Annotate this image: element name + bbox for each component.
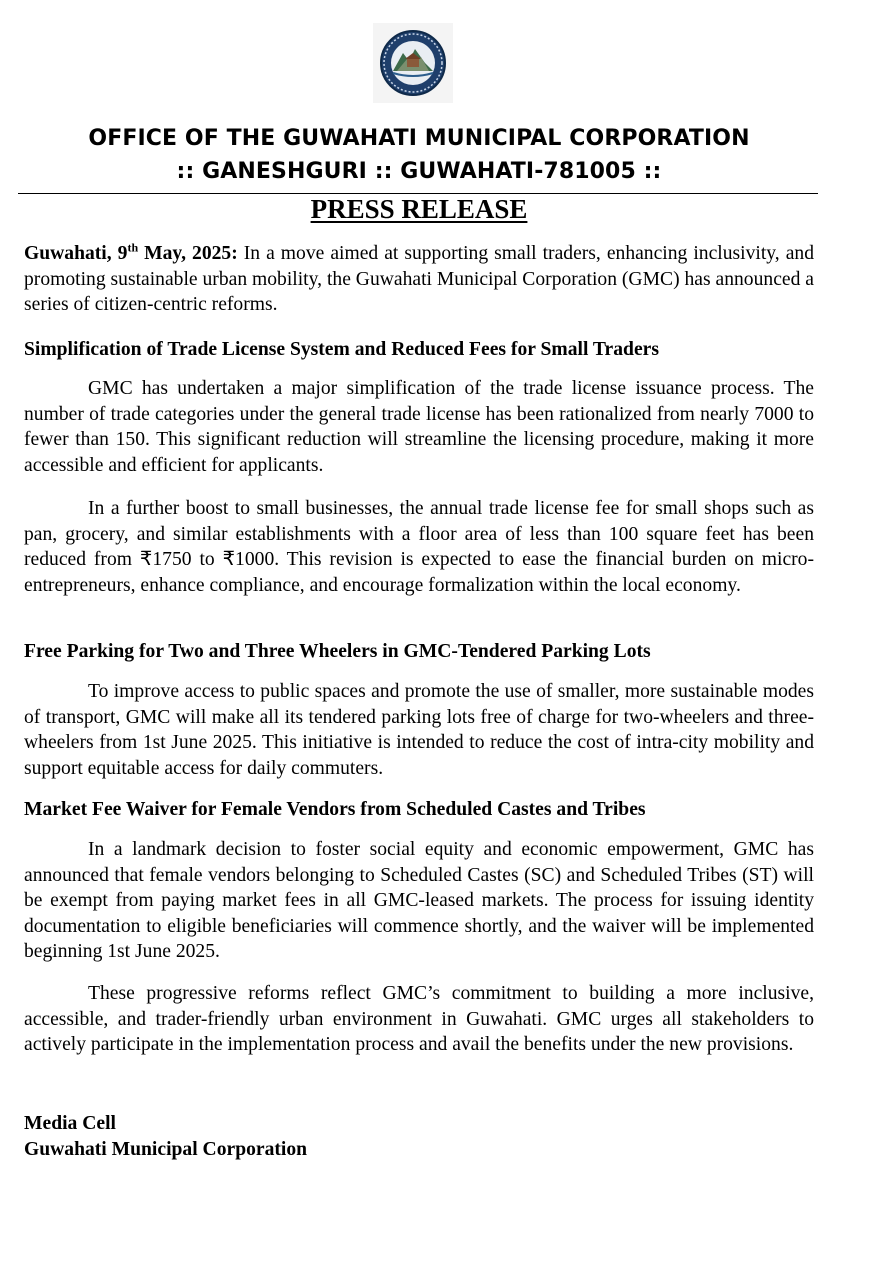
dateline-day-suffix: th — [127, 240, 139, 255]
dateline-place: Guwahati, 9 — [24, 243, 128, 264]
paragraph-free-parking: To improve access to public spaces and promote the use of smaller, more sustainable modes of transport, GMC will make all its tendered parking lots free of charge for two-wheelers and three-wheelers from 1st June 2025. This initiative is intended to reduce the cost of intra-city mobility and support equitable access for daily commuters. — [24, 681, 814, 779]
signature-media-cell: Media Cell — [24, 1113, 116, 1134]
section-heading-market-fee: Market Fee Waiver for Female Vendors from Scheduled Castes and Tribes — [24, 799, 646, 820]
signature-organization: Guwahati Municipal Corporation — [24, 1139, 308, 1160]
press-release-page — [24, 0, 814, 1280]
paragraph-trade-license-2: In a further boost to small businesses, the annual trade license fee for small shops such as pan, grocery, and similar establishments with a floor area of less than 100 square feet has been reduced from ₹1750 to ₹1000. This revision is expected to ease the financial burden on micro-entrepreneurs, enhance compliance, and encourage formalization within the local economy. — [24, 498, 814, 596]
org-address-heading: :: GANESHGURI :: GUWAHATI-781005 :: — [176, 159, 662, 184]
gmc-emblem-logo — [360, 20, 466, 106]
paragraph-conclusion: These progressive reforms reflect GMC’s commitment to building a more inclusive, accessible, and trader-friendly urban environment in Guwahati. GMC urges all stakeholders to actively participate in the implementation process and avail the benefits under the new provisions. — [24, 983, 814, 1056]
seal-icon — [367, 23, 459, 103]
dateline-date: May, 2025: — [138, 243, 238, 264]
document-title: PRESS RELEASE — [310, 194, 528, 224]
section-heading-free-parking: Free Parking for Two and Three Wheelers in GMC-Tendered Parking Lots — [24, 641, 651, 662]
section-heading-trade-license: Simplification of Trade License System and Reduced Fees for Small Traders — [24, 339, 659, 360]
dateline-text: In a move aimed at supporting small traders, enhancing inclusivity, and promoting sustainable urban mobility, the Guwahati Municipal Corporation (GMC) has announced a series of citizen-centric reforms. — [24, 243, 814, 316]
paragraph-trade-license-1: GMC has undertaken a major simplification of the trade license issuance process. The number of trade categories under the general trade license has been rationalized from nearly 7000 to fewer than 150. This significant reduction will streamline the licensing procedure, making it more accessible and efficient for applicants. — [24, 378, 814, 476]
org-name-heading: OFFICE OF THE GUWAHATI MUNICIPAL CORPORATION — [88, 126, 750, 151]
paragraph-market-fee: In a landmark decision to foster social equity and economic empowerment, GMC has announced that female vendors belonging to Scheduled Castes (SC) and Scheduled Tribes (ST) will be exempt from paying market fees in all GMC-leased markets. The process for issuing identity documentation to eligible beneficiaries will commence shortly, and the waiver will be implemented beginning 1st June 2025. — [24, 839, 814, 963]
dateline-paragraph — [24, 241, 814, 318]
